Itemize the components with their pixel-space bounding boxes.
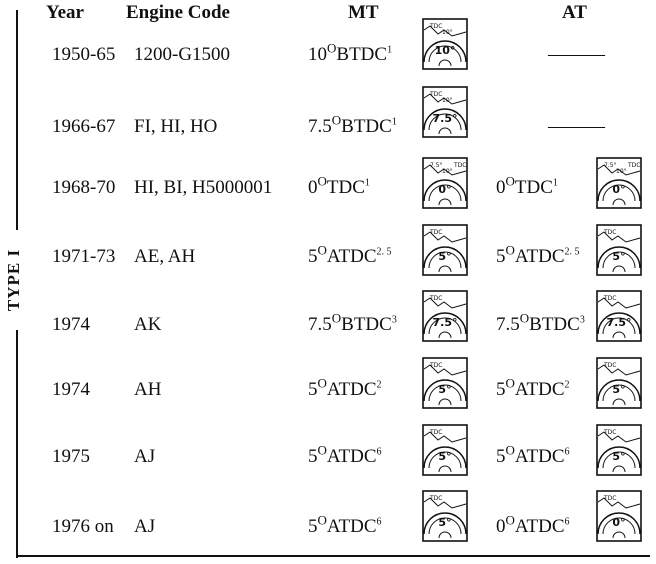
mt-timing-dial-label: 0° <box>438 183 452 196</box>
at-spec-degree: O <box>505 442 515 458</box>
mt-timing-dial-mark-0: TDC <box>430 362 443 369</box>
header-year: Year <box>46 2 84 23</box>
mt-timing-dial <box>422 157 468 209</box>
engine-code-cell: AE, AH <box>134 246 196 267</box>
mt-spec-value: 7.5 <box>308 314 332 335</box>
at-timing-dial-mark-1: 10° <box>616 168 627 175</box>
at-spec-degree: O <box>505 512 515 528</box>
table-row <box>0 495 656 560</box>
at-timing-dial <box>596 224 642 276</box>
at-spec-unit: BTDC <box>529 314 580 335</box>
mt-spec-unit: BTDC <box>341 314 392 335</box>
year-cell: 1950-65 <box>52 44 116 65</box>
mt-spec-value: 5 <box>308 516 318 537</box>
at-timing-dial-mark-0: TDC <box>604 229 617 236</box>
mt-timing-dial-mark-0: TDC <box>430 495 443 502</box>
mt-timing-dial-mark-0: TDC <box>430 429 443 436</box>
mt-timing-dial-graphic <box>422 224 468 276</box>
mt-spec-unit: TDC <box>326 177 365 198</box>
mt-timing-dial-label: 7.5° <box>432 316 458 329</box>
at-timing-dial-label: 5° <box>612 383 626 396</box>
engine-code-cell: FI, HI, HO <box>134 116 218 137</box>
year-cell: 1974 <box>52 314 90 335</box>
mt-spec-degree: O <box>317 242 327 258</box>
at-spec-value: 5 <box>496 379 506 400</box>
mt-spec-unit: ATDC <box>326 446 377 467</box>
at-timing-dial-mark-2: TDC <box>628 162 641 169</box>
engine-code-cell: HI, BI, H5000001 <box>134 177 273 198</box>
at-timing-dial-mark-0: TDC <box>604 295 617 302</box>
mt-spec <box>308 40 393 66</box>
mt-timing-dial <box>422 357 468 409</box>
at-spec-footnote: 2 <box>564 379 570 391</box>
at-timing-dial-graphic <box>596 357 642 409</box>
mt-spec-value: 10 <box>308 44 327 65</box>
at-timing-dial <box>596 424 642 476</box>
mt-spec-degree: O <box>327 40 337 56</box>
mt-spec-value: 5 <box>308 379 318 400</box>
at-spec <box>496 375 570 401</box>
engine-code-cell: AJ <box>134 446 156 467</box>
mt-spec-footnote: 2. 5 <box>376 246 392 258</box>
engine-code-cell: 1200-G1500 <box>134 44 231 65</box>
at-timing-dial-label: 7.5° <box>606 316 632 329</box>
at-timing-dial-mark-0: TDC <box>604 495 617 502</box>
at-spec-unit: ATDC <box>514 246 565 267</box>
mt-timing-dial <box>422 18 468 70</box>
mt-timing-dial <box>422 424 468 476</box>
mt-timing-dial-mark-1: 10° <box>442 29 453 36</box>
mt-timing-dial-graphic <box>422 86 468 138</box>
mt-spec-footnote: 6 <box>376 446 382 458</box>
mt-timing-dial <box>422 490 468 542</box>
mt-spec-value: 7.5 <box>308 116 332 137</box>
at-timing-dial-graphic <box>596 490 642 542</box>
mt-timing-dial-mark-0: TDC <box>430 229 443 236</box>
at-spec <box>496 442 570 468</box>
mt-timing-dial-mark-0: TDC <box>430 91 443 98</box>
at-spec <box>496 512 570 538</box>
mt-timing-dial <box>422 290 468 342</box>
mt-timing-dial-mark-0: TDC <box>430 23 443 30</box>
mt-timing-dial-graphic <box>422 157 468 209</box>
mt-spec <box>308 173 370 199</box>
mt-spec-degree: O <box>331 112 342 128</box>
mt-timing-dial-graphic <box>422 490 468 542</box>
at-timing-dial <box>596 157 642 209</box>
at-spec-footnote: 6 <box>564 446 570 458</box>
at-spec-footnote: 3 <box>579 314 585 326</box>
mt-spec <box>308 512 382 538</box>
at-timing-dial <box>596 357 642 409</box>
side-label: TYPE I <box>4 230 24 330</box>
at-spec-footnote: 6 <box>564 516 570 528</box>
table-row <box>0 429 656 492</box>
table-row <box>0 162 656 225</box>
table-row <box>0 91 656 160</box>
table-row <box>0 362 656 425</box>
mt-spec-degree: O <box>317 442 327 458</box>
year-cell: 1971-73 <box>52 246 116 267</box>
at-spec-unit: TDC <box>514 177 553 198</box>
mt-spec <box>308 310 397 336</box>
mt-spec-unit: ATDC <box>326 246 377 267</box>
mt-timing-dial-mark-2: TDC <box>454 162 467 169</box>
mt-timing-dial-mark-0: TDC <box>430 295 443 302</box>
at-spec-unit: ATDC <box>514 446 565 467</box>
mt-spec-degree: O <box>317 173 327 189</box>
at-spec-footnote: 1 <box>552 177 558 189</box>
at-timing-dial-graphic <box>596 224 642 276</box>
mt-spec-unit: ATDC <box>326 516 377 537</box>
mt-timing-dial-graphic <box>422 357 468 409</box>
mt-timing-dial-label: 10° <box>434 44 456 57</box>
at-spec-value: 0 <box>496 516 506 537</box>
mt-spec-footnote: 1 <box>364 177 370 189</box>
mt-spec-degree: O <box>331 310 342 326</box>
mt-timing-dial-label: 5° <box>438 450 452 463</box>
at-timing-dial-graphic <box>596 424 642 476</box>
engine-code-cell: AJ <box>134 516 156 537</box>
at-timing-dial-label: 0° <box>612 183 626 196</box>
year-cell: 1976 on <box>52 516 114 537</box>
mt-timing-dial-label: 5° <box>438 250 452 263</box>
mt-timing-dial <box>422 224 468 276</box>
table-row <box>0 295 656 360</box>
at-not-applicable: ——— <box>548 116 605 137</box>
mt-timing-dial <box>422 86 468 138</box>
at-timing-dial-label: 5° <box>612 450 626 463</box>
at-spec <box>496 173 558 199</box>
mt-timing-dial-label: 7.5° <box>432 112 458 125</box>
header-engine-code: Engine Code <box>126 2 230 23</box>
year-cell: 1974 <box>52 379 90 400</box>
table-row <box>0 23 656 90</box>
at-spec-value: 0 <box>496 177 506 198</box>
mt-timing-dial-graphic <box>422 290 468 342</box>
year-cell: 1966-67 <box>52 116 116 137</box>
at-spec-unit: ATDC <box>514 516 565 537</box>
mt-timing-dial-mark-1: 10° <box>442 97 453 104</box>
at-timing-dial-mark-0: TDC <box>604 429 617 436</box>
mt-timing-dial-label: 5° <box>438 383 452 396</box>
mt-spec-footnote: 1 <box>391 116 397 128</box>
at-spec-value: 5 <box>496 246 506 267</box>
mt-timing-dial-graphic <box>422 424 468 476</box>
at-timing-dial-label: 0° <box>612 516 626 529</box>
mt-timing-dial-graphic <box>422 18 468 70</box>
at-timing-dial <box>596 290 642 342</box>
mt-spec-unit: ATDC <box>326 379 377 400</box>
mt-timing-dial-label: 5° <box>438 516 452 529</box>
mt-spec-degree: O <box>317 512 327 528</box>
header-at: AT <box>562 2 587 23</box>
header-mt: MT <box>348 2 379 23</box>
engine-code-cell: AK <box>134 314 162 335</box>
at-spec-value: 5 <box>496 446 506 467</box>
mt-spec-value: 0 <box>308 177 318 198</box>
mt-spec-value: 5 <box>308 446 318 467</box>
year-cell: 1968-70 <box>52 177 116 198</box>
mt-spec <box>308 442 382 468</box>
mt-spec-footnote: 6 <box>376 516 382 528</box>
at-spec <box>496 242 580 268</box>
at-timing-dial-graphic <box>596 290 642 342</box>
year-cell: 1975 <box>52 446 90 467</box>
at-spec-degree: O <box>519 310 530 326</box>
at-timing-dial-graphic <box>596 157 642 209</box>
at-timing-dial-mark-0: 7.5° <box>604 162 617 169</box>
mt-spec-unit: BTDC <box>341 116 392 137</box>
at-spec-unit: ATDC <box>514 379 565 400</box>
engine-code-cell: AH <box>134 379 162 400</box>
mt-spec <box>308 112 397 138</box>
table-row <box>0 229 656 292</box>
at-spec-footnote: 2. 5 <box>564 246 580 258</box>
mt-spec-footnote: 2 <box>376 379 382 391</box>
at-timing-dial-label: 5° <box>612 250 626 263</box>
mt-spec-value: 5 <box>308 246 318 267</box>
at-spec-degree: O <box>505 375 515 391</box>
mt-spec-footnote: 1 <box>387 44 393 56</box>
mt-spec <box>308 375 382 401</box>
mt-spec-footnote: 3 <box>391 314 397 326</box>
at-spec-value: 7.5 <box>496 314 520 335</box>
mt-timing-dial-mark-0: 7.5° <box>430 162 443 169</box>
mt-spec-unit: BTDC <box>336 44 388 65</box>
mt-spec-degree: O <box>317 375 327 391</box>
at-spec-degree: O <box>505 242 515 258</box>
at-spec <box>496 310 585 336</box>
at-timing-dial-mark-0: TDC <box>604 362 617 369</box>
mt-spec <box>308 242 392 268</box>
at-not-applicable: ——— <box>548 44 605 65</box>
at-spec-degree: O <box>505 173 515 189</box>
at-timing-dial <box>596 490 642 542</box>
mt-timing-dial-mark-1: 10° <box>442 168 453 175</box>
